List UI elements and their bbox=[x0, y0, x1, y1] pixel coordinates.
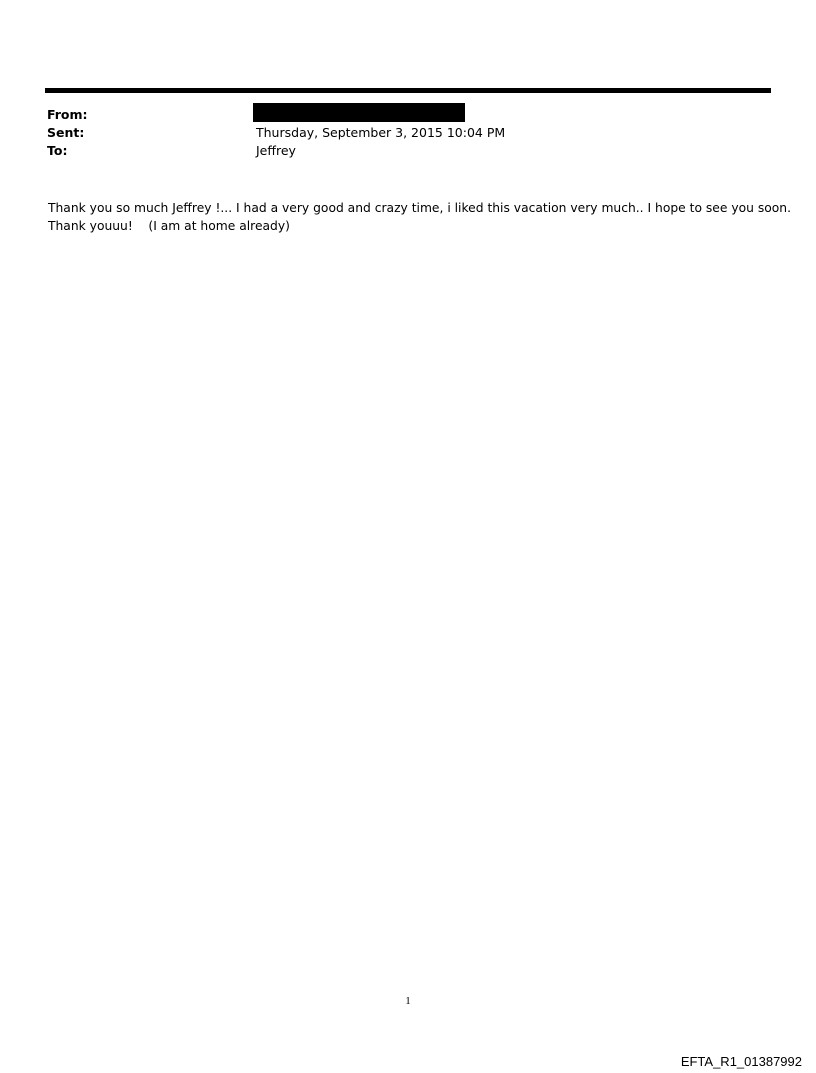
sent-value: Thursday, September 3, 2015 10:04 PM bbox=[256, 125, 506, 140]
email-body bbox=[48, 199, 791, 235]
body-line: Thank you so much Jeffrey !... I had a very good and crazy time, i liked this vacation very much.. I hope to see you soon. bbox=[48, 201, 791, 215]
page-number: 1 bbox=[405, 995, 411, 1007]
header-divider bbox=[45, 88, 771, 93]
to-value: Jeffrey bbox=[256, 143, 296, 158]
redaction-box bbox=[253, 103, 465, 122]
body-line: Thank youuu! (I am at home already) bbox=[48, 219, 290, 233]
sent-label: Sent: bbox=[47, 125, 85, 140]
to-label: To: bbox=[47, 143, 68, 158]
from-label: From: bbox=[47, 107, 88, 122]
document-id: EFTA_R1_01387992 bbox=[680, 1054, 802, 1069]
